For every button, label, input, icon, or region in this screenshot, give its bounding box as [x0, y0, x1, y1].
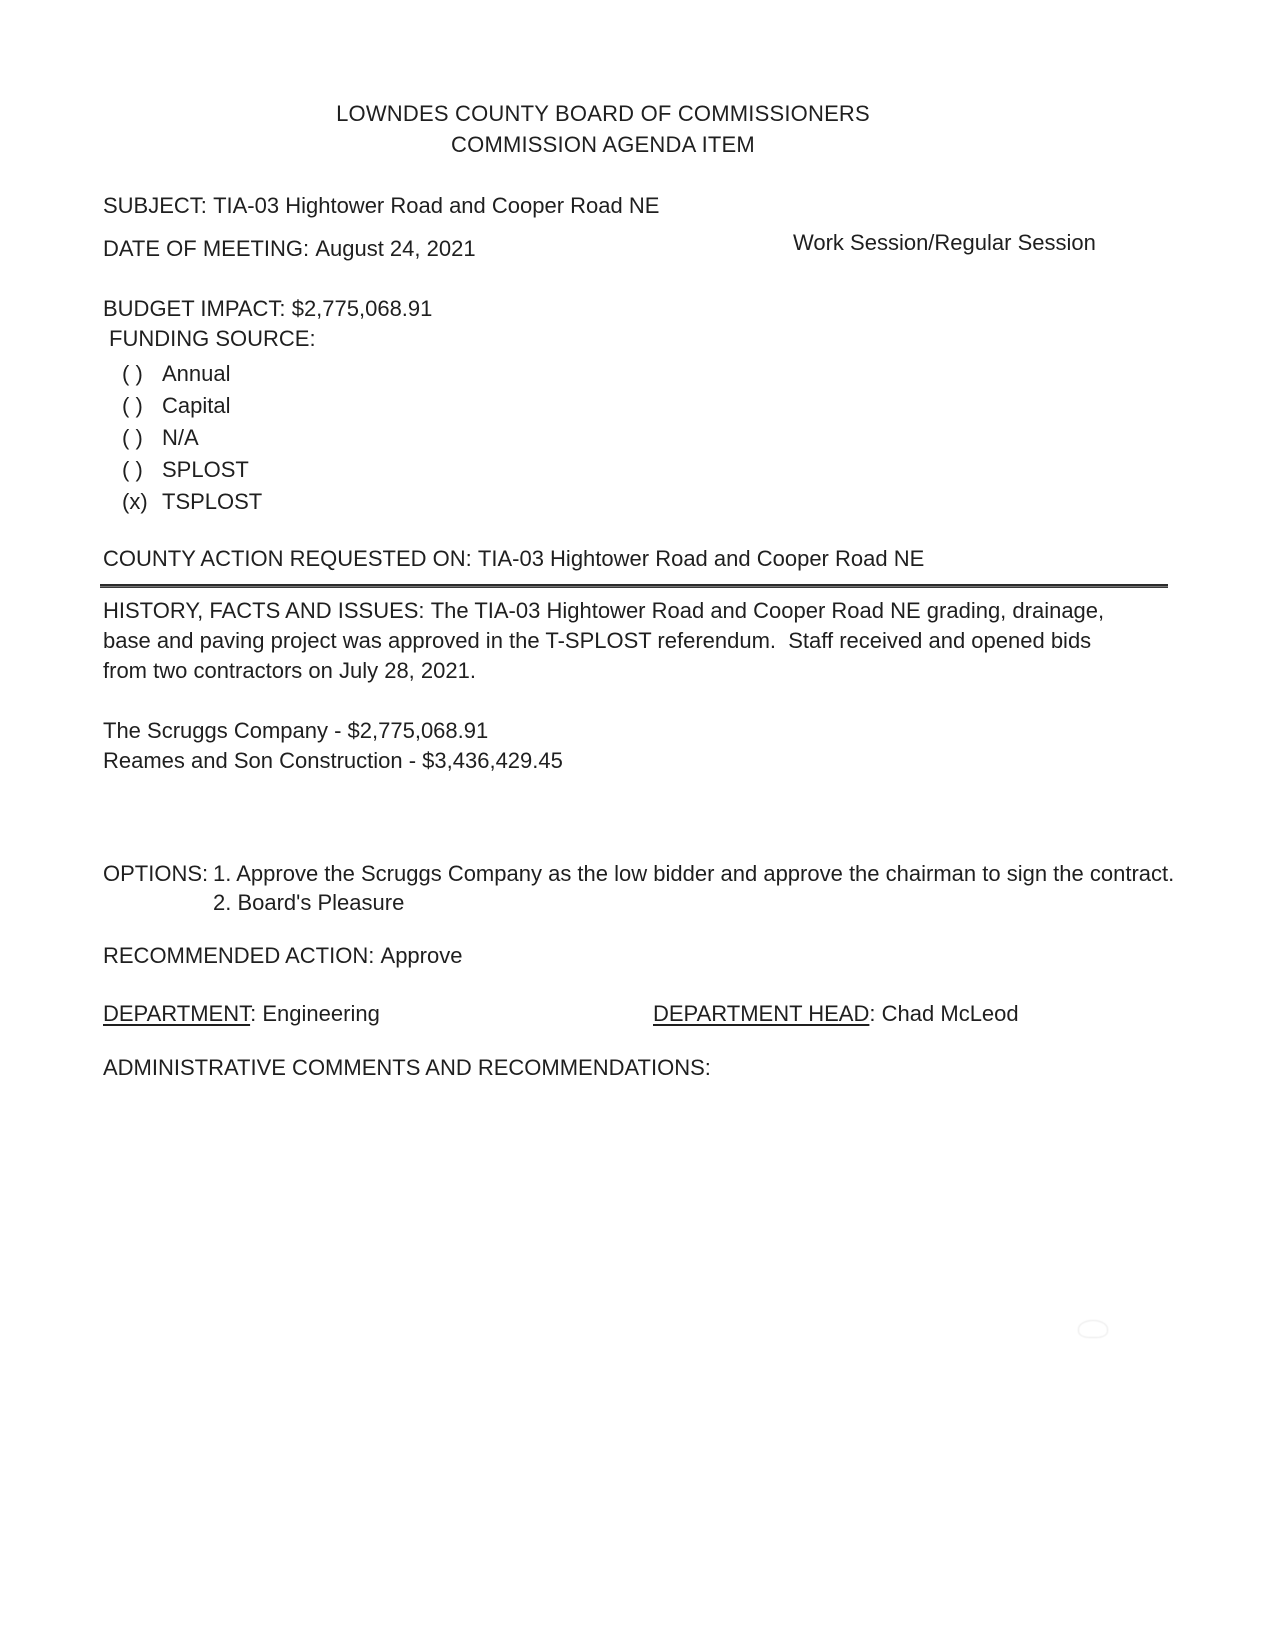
- document-header: [103, 98, 1103, 160]
- department-head-label: DEPARTMENT HEAD: [653, 1001, 870, 1026]
- admin-comments-label: ADMINISTRATIVE COMMENTS AND RECOMMENDATIONS:: [103, 1055, 711, 1080]
- scan-artifact: [1078, 1320, 1108, 1338]
- department-line: [103, 999, 380, 1029]
- department-head-value: Chad McLeod: [881, 1001, 1019, 1026]
- checkbox-mark: ( ): [122, 425, 143, 450]
- county-action-line: [103, 544, 924, 574]
- agenda-item-title: COMMISSION AGENDA ITEM: [451, 132, 755, 157]
- recommended-action-label: RECOMMENDED ACTION:: [103, 943, 375, 968]
- county-action-label: COUNTY ACTION REQUESTED ON:: [103, 546, 472, 571]
- budget-impact-value: $2,775,068.91: [291, 296, 433, 321]
- department-head-colon: :: [869, 1001, 876, 1026]
- funding-option-label: N/A: [162, 425, 199, 450]
- option-item-1: 1. Approve the Scruggs Company as the low bidder and approve the chairman to sign the contract.: [213, 861, 1175, 886]
- department-label: DEPARTMENT: [103, 1001, 251, 1026]
- subject-line: [103, 191, 659, 221]
- history-text: The TIA-03 Hightower Road and Cooper Road NE grading, drainage, base and paving project was approved in the T-SPLOST referendum. Staff received and opened bids from two contractors on July 28, 2021.: [103, 598, 1111, 683]
- funding-option-label: Capital: [162, 393, 231, 418]
- county-action-value: TIA-03 Hightower Road and Cooper Road NE: [477, 546, 925, 571]
- session-type: Work Session/Regular Session: [793, 230, 1096, 255]
- budget-impact-label: BUDGET IMPACT:: [103, 296, 286, 321]
- options-list: [213, 859, 1174, 917]
- section-divider: [100, 584, 1168, 588]
- budget-impact-line: [103, 294, 432, 324]
- bid-line-scruggs: The Scruggs Company - $2,775,068.91: [103, 718, 489, 743]
- subject-label: SUBJECT:: [103, 193, 207, 218]
- funding-option-label: Annual: [162, 361, 231, 386]
- funding-option-splost: [122, 455, 249, 485]
- checkbox-mark: ( ): [122, 393, 143, 418]
- funding-source-label: FUNDING SOURCE:: [109, 326, 316, 351]
- meeting-date-line: [103, 234, 476, 264]
- funding-option-tsplost: [122, 487, 262, 517]
- option-item-2: 2. Board's Pleasure: [213, 890, 405, 915]
- recommended-action-line: [103, 941, 462, 971]
- funding-option-annual: [122, 359, 231, 389]
- recommended-action-value: Approve: [380, 943, 463, 968]
- meeting-date-label: DATE OF MEETING:: [103, 236, 310, 261]
- checkbox-mark-checked: (x): [122, 489, 148, 514]
- department-colon: :: [250, 1001, 257, 1026]
- funding-option-label: SPLOST: [162, 457, 249, 482]
- funding-option-label: TSPLOST: [162, 489, 263, 514]
- department-value: Engineering: [262, 1001, 380, 1026]
- history-paragraph: [103, 596, 1118, 686]
- bid-line-reames: Reames and Son Construction - $3,436,429.45: [103, 748, 563, 773]
- board-title: LOWNDES COUNTY BOARD OF COMMISSIONERS: [336, 101, 870, 126]
- checkbox-mark: ( ): [122, 361, 143, 386]
- meeting-date-value: August 24, 2021: [315, 236, 476, 261]
- bid-list: [103, 716, 563, 776]
- history-label: HISTORY, FACTS AND ISSUES:: [103, 598, 425, 623]
- department-head-line: [653, 999, 1019, 1029]
- funding-option-capital: [122, 391, 230, 421]
- options-label: OPTIONS:: [103, 861, 209, 886]
- subject-value: TIA-03 Hightower Road and Cooper Road NE: [213, 193, 660, 218]
- checkbox-mark: ( ): [122, 457, 143, 482]
- funding-option-na: [122, 423, 199, 453]
